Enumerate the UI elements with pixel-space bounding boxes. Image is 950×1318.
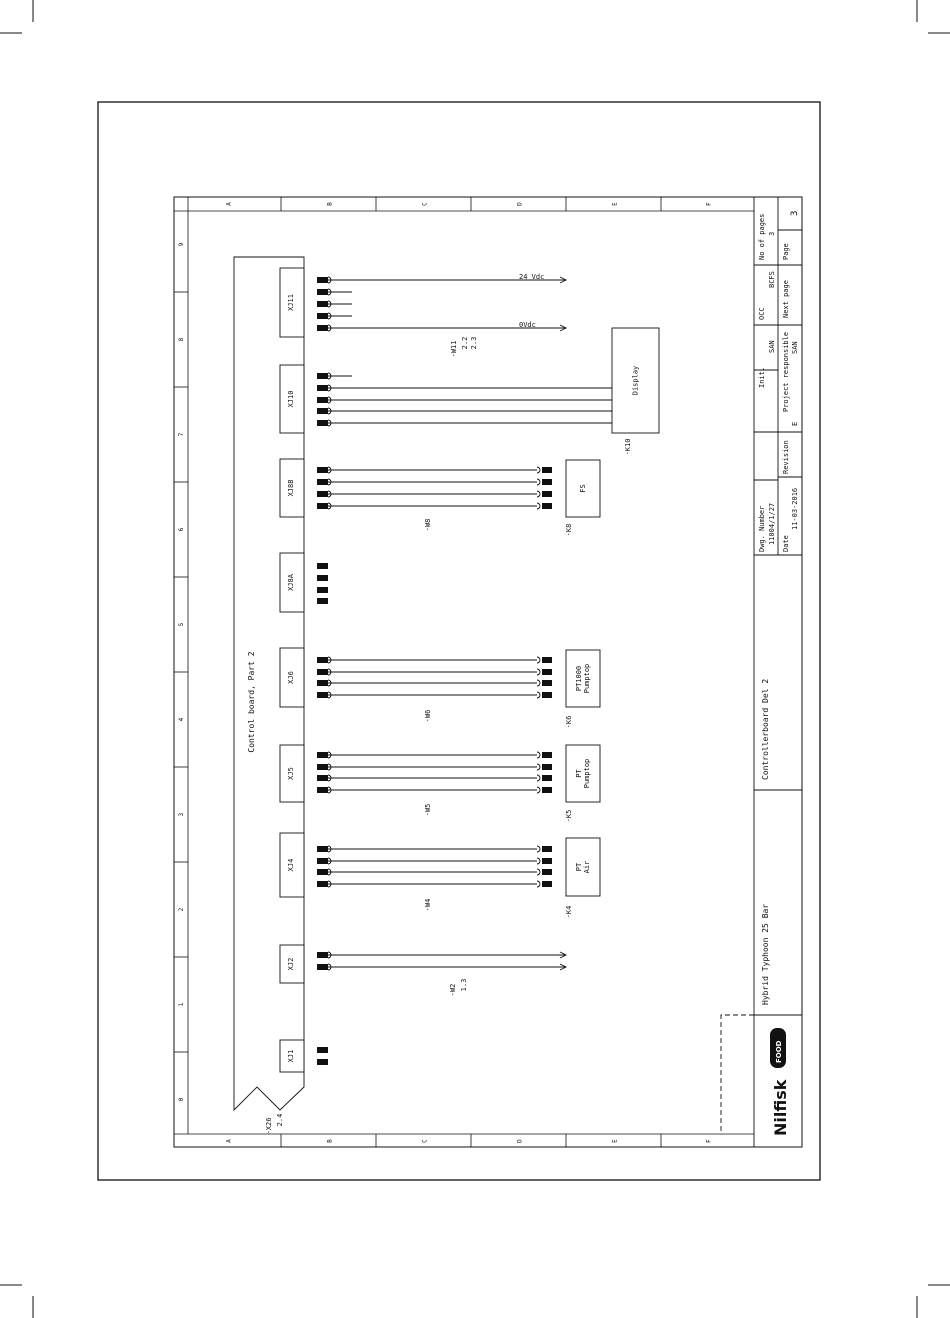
grid-col-bottom-A: A	[225, 1139, 233, 1143]
connector-pin	[317, 325, 328, 331]
dwg-number-value: 11004/1/27	[768, 502, 776, 545]
wire-loop	[537, 491, 540, 497]
connector-pin	[317, 858, 328, 864]
device-label: Air	[583, 860, 591, 874]
connector-pin	[317, 952, 328, 958]
connector-pin	[317, 385, 328, 391]
supply-24v-label: 24 Vdc	[519, 273, 545, 281]
device-label: Pumptop	[583, 758, 591, 789]
cable-ref: -W4	[424, 898, 432, 912]
device-k4	[424, 838, 600, 918]
x26-reference	[265, 1114, 284, 1135]
device-pin	[542, 657, 552, 663]
connector-pin	[317, 408, 328, 414]
next-page-label: Next page	[782, 280, 790, 318]
date-value: 11-03-2016	[791, 487, 799, 530]
no-of-pages-label: No of pages	[758, 213, 766, 260]
connector-xj8b	[280, 459, 328, 517]
revision-value: E	[791, 421, 799, 426]
device-label: FS	[579, 484, 587, 493]
connector-label: XJ5	[287, 767, 295, 780]
occ-label: OCC	[758, 307, 766, 320]
grid-col-bottom-F: F	[705, 1139, 713, 1143]
connector-xj1	[280, 1040, 328, 1072]
svg-text:2.2: 2.2	[461, 336, 469, 350]
board-label: Control board, Part 2	[247, 651, 256, 753]
connector-xj5	[280, 745, 328, 802]
w11-reference	[450, 337, 478, 358]
connector-label: XJ10	[287, 390, 295, 408]
connector-xj8a	[280, 553, 328, 612]
wire-loop	[537, 858, 540, 864]
grid-row-2: 2	[178, 907, 185, 912]
device-k6	[424, 650, 600, 728]
project-responsible-value: SAN	[791, 341, 799, 354]
connector-xj2	[280, 945, 328, 983]
wire-loop	[537, 680, 540, 686]
device-pin	[542, 787, 552, 793]
w2-reference	[449, 979, 468, 997]
supply-0v-label: 0Vdc	[519, 321, 536, 329]
connector-pin	[317, 657, 328, 663]
connector-label: XJ4	[287, 858, 295, 872]
device-pin	[542, 503, 552, 509]
connector-pin	[317, 869, 328, 875]
connector-pin	[317, 752, 328, 758]
cable-ref: -W8	[424, 518, 432, 532]
grid-row-6: 6	[178, 527, 185, 532]
grid-row-3: 3	[178, 812, 185, 817]
wire-loop	[537, 764, 540, 770]
wire-loop	[537, 467, 540, 473]
connector-label: XJ6	[287, 671, 295, 684]
connector-label: XJ2	[287, 957, 295, 971]
connector-label: XJ1	[287, 1049, 295, 1063]
grid-row-8: 8	[178, 337, 185, 342]
grid-col-top-F: F	[705, 202, 713, 206]
cable-ref: -W6	[424, 709, 432, 723]
connector-pin	[317, 680, 328, 686]
device-label: PT	[575, 769, 583, 778]
grid-col-bottom-E: E	[611, 1139, 619, 1143]
cable-ref: -W5	[424, 803, 432, 817]
svg-text:-X26: -X26	[265, 1117, 273, 1135]
device-pin	[542, 680, 552, 686]
connector-pin	[317, 575, 328, 581]
dwg-number-label: Dwg. Number	[758, 505, 766, 552]
connector-pin	[317, 881, 328, 887]
wire-loop	[537, 846, 540, 852]
device-pin	[542, 692, 552, 698]
device-k5	[424, 745, 600, 822]
device-ref: -K6	[565, 715, 573, 729]
page-value: 3	[790, 210, 800, 216]
connector-label: XJ8B	[287, 479, 295, 497]
devices	[424, 328, 659, 918]
device-k8	[424, 460, 600, 536]
device-pin	[542, 869, 552, 875]
connector-xj11	[280, 268, 328, 337]
connector-pin	[317, 1047, 328, 1053]
connector-label: XJ8A	[287, 574, 295, 591]
wire-loop	[537, 787, 540, 793]
grid-row-5: 5	[178, 622, 185, 627]
svg-text:-W2: -W2	[449, 983, 457, 997]
wire-loop	[537, 881, 540, 887]
connectors	[280, 268, 328, 1072]
connector-pin	[317, 503, 328, 509]
connector-pin	[317, 373, 328, 379]
grid-row-1: 1	[178, 1002, 185, 1007]
connector-pin	[317, 467, 328, 473]
device-pin	[542, 858, 552, 864]
drawing-title: Controllerboard Del 2	[761, 678, 770, 780]
grid-row-0: 0	[178, 1097, 185, 1102]
connector-xj10	[280, 365, 328, 433]
wire-loop	[537, 669, 540, 675]
grid-col-bottom-B: B	[326, 1139, 334, 1143]
wire-loop	[537, 692, 540, 698]
connector-pin	[317, 479, 328, 485]
device-label: Display	[631, 365, 640, 396]
product-name: Hybrid Typhoon 25 Bar	[761, 903, 770, 1005]
device-ref: -K5	[565, 809, 573, 823]
brand-tag: FOOD	[775, 1040, 783, 1063]
grid-col-bottom-C: C	[421, 1139, 429, 1143]
grid-row-7: 7	[178, 432, 185, 437]
wire-loop	[537, 503, 540, 509]
project-responsible-label: Project responsible	[782, 331, 790, 412]
device-pin	[542, 846, 552, 852]
grid-col-top-B: B	[326, 202, 334, 206]
date-label: Date	[782, 535, 790, 552]
brand-name: Nilfisk	[771, 1079, 790, 1136]
connector-pin	[317, 289, 328, 295]
grid-col-top-C: C	[421, 202, 429, 206]
device-pin	[542, 752, 552, 758]
brand-logo	[770, 1028, 790, 1136]
page-frame	[98, 102, 820, 1180]
svg-text:-W11: -W11	[450, 340, 458, 358]
connector-pin	[317, 692, 328, 698]
wire-loop	[537, 869, 540, 875]
connector-pin	[317, 397, 328, 403]
occ-value: BCFS	[768, 271, 776, 288]
grid-row-4: 4	[178, 717, 185, 722]
grid-col-top-A: A	[225, 202, 233, 206]
device-k10	[612, 328, 659, 455]
connector-pin	[317, 787, 328, 793]
device-pin	[542, 479, 552, 485]
connector-pin	[317, 587, 328, 593]
device-ref: -K8	[565, 523, 573, 537]
connector-pin	[317, 491, 328, 497]
connector-pin	[317, 964, 328, 970]
connector-pin	[317, 563, 328, 569]
wire-loop	[537, 775, 540, 781]
connector-xj6	[280, 648, 328, 707]
device-pin	[542, 467, 552, 473]
device-pin	[542, 775, 552, 781]
revision-label: Revision	[782, 440, 790, 474]
page-label: Page	[782, 243, 790, 260]
no-of-pages-value: 3	[768, 231, 776, 236]
connector-pin	[317, 313, 328, 319]
connector-pin	[317, 1059, 328, 1065]
connector-pin	[317, 764, 328, 770]
device-pin	[542, 491, 552, 497]
grid-col-bottom-D: D	[516, 1139, 524, 1143]
device-ref: -K4	[565, 905, 573, 919]
connector-pin	[317, 277, 328, 283]
init-label: Init.	[758, 366, 766, 388]
title-block-text	[758, 211, 800, 1005]
connector-xj4	[280, 833, 328, 897]
svg-text:2.3: 2.3	[470, 336, 478, 350]
wire-loop	[537, 752, 540, 758]
connector-pin	[317, 775, 328, 781]
device-pin	[542, 881, 552, 887]
connector-pin	[317, 301, 328, 307]
wire-loop	[537, 479, 540, 485]
connector-pin	[317, 669, 328, 675]
grid-row-9: 9	[178, 242, 185, 247]
connector-label: XJ11	[287, 294, 295, 311]
device-label: Pumptop	[583, 663, 591, 694]
device-pin	[542, 764, 552, 770]
svg-text:2.4: 2.4	[276, 1113, 284, 1127]
device-label: PT1000	[575, 665, 583, 692]
grid-col-top-E: E	[611, 202, 619, 206]
device-label: PT	[575, 862, 583, 872]
connector-pin	[317, 420, 328, 426]
wire-loop	[537, 657, 540, 663]
device-pin	[542, 669, 552, 675]
connector-pin	[317, 598, 328, 604]
device-ref: -K10	[624, 438, 632, 456]
init-value: SAN	[768, 340, 776, 353]
grid-col-top-D: D	[516, 202, 524, 206]
svg-text:1.3: 1.3	[460, 978, 468, 992]
connector-pin	[317, 846, 328, 852]
